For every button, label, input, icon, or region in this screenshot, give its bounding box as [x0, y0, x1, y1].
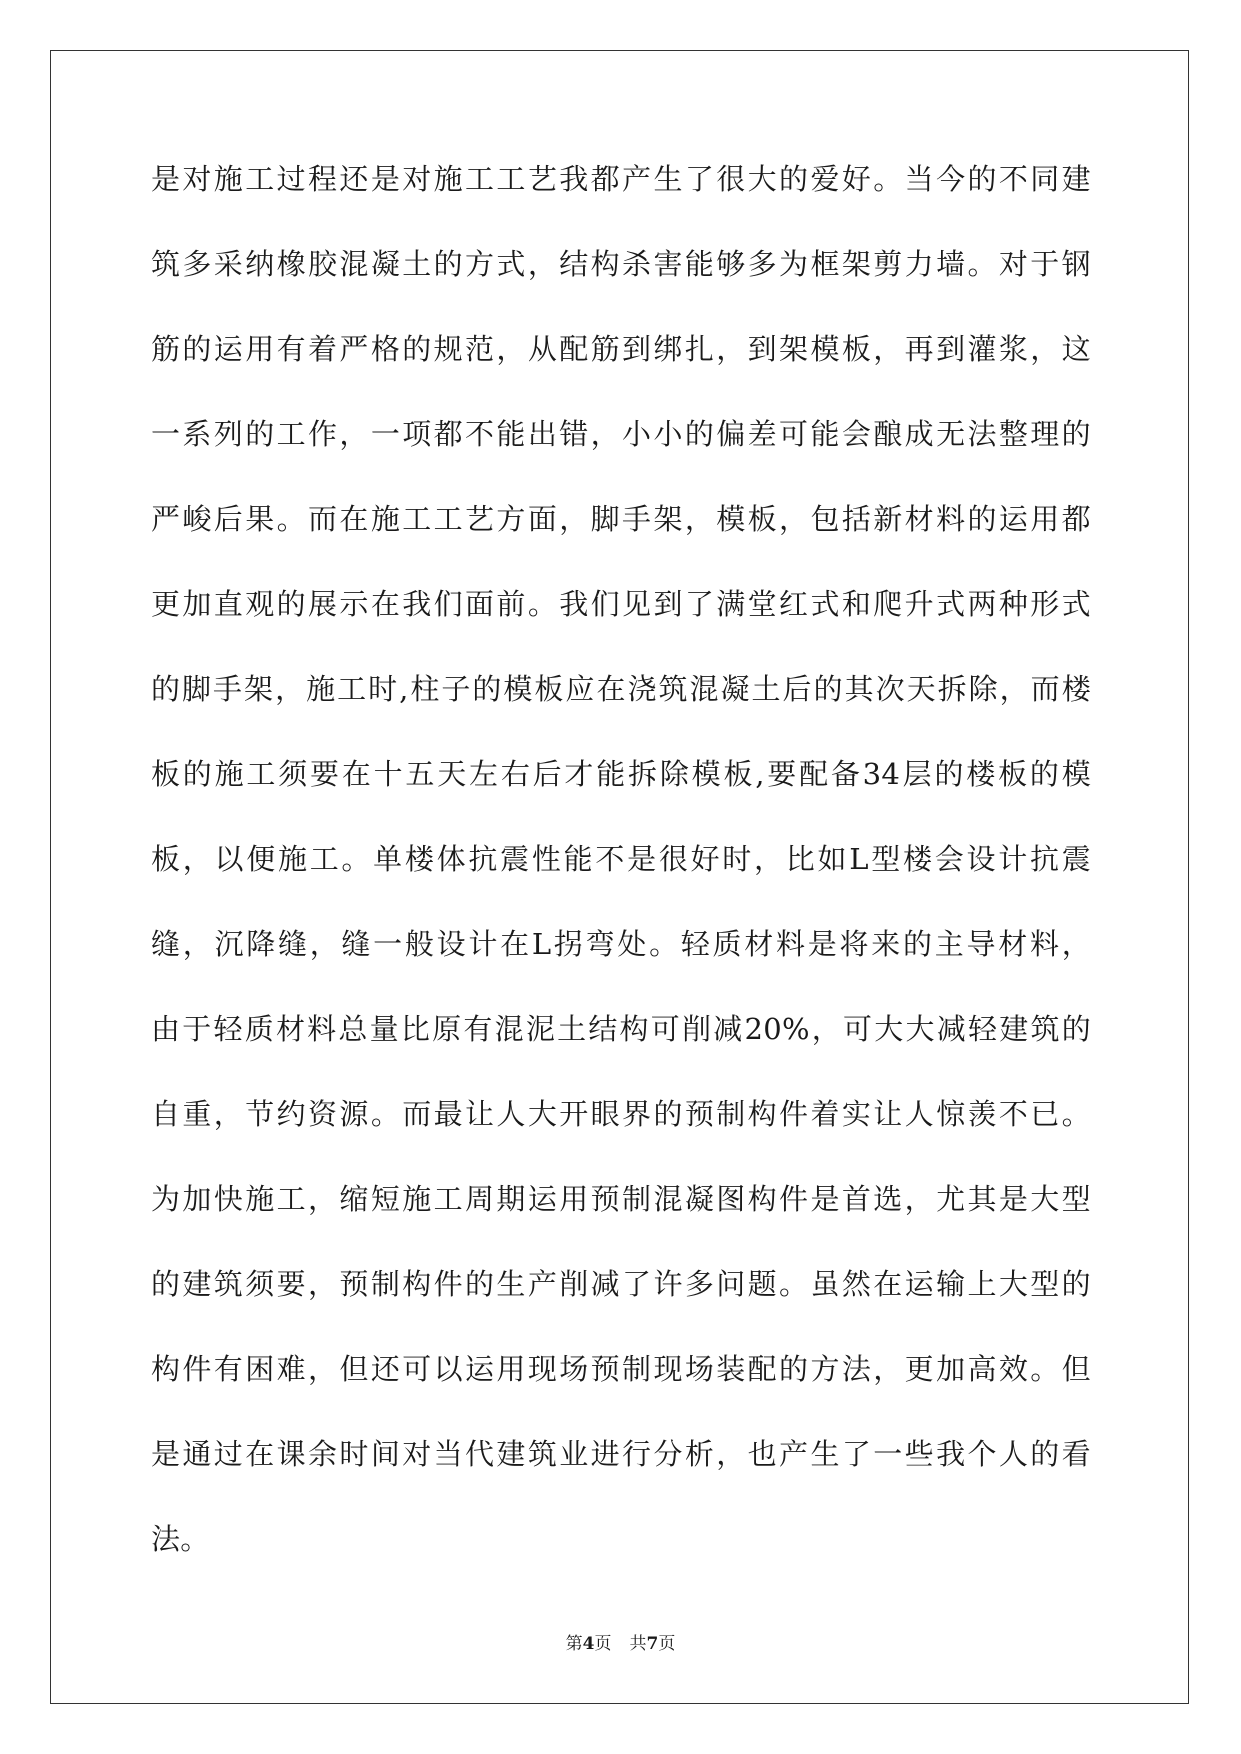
text-line: 缝，沉降缝，缝一般设计在L拐弯处。轻质材料是将来的主导材料，	[151, 927, 1091, 961]
text-line: 的建筑须要，预制构件的生产削减了许多问题。虽然在运输上大型的	[151, 1267, 1091, 1301]
text-line: 是通过在课余时间对当代建筑业进行分析，也产生了一些我个人的看	[151, 1437, 1091, 1471]
text-line: 板的施工须要在十五天左右后才能拆除模板,要配备34层的楼板的模	[151, 757, 1091, 791]
page-footer	[0, 1634, 1241, 1654]
text-line: 为加快施工，缩短施工周期运用预制混凝图构件是首选，尤其是大型	[151, 1182, 1091, 1216]
text-line: 一系列的工作，一项都不能出错，小小的偏差可能会酿成无法整理的	[151, 417, 1091, 451]
document-body	[151, 160, 1091, 1605]
page-total: 共7页	[629, 1634, 676, 1654]
text-line: 构件有困难，但还可以运用现场预制现场装配的方法，更加高效。但	[151, 1352, 1091, 1386]
text-line: 法。	[151, 1522, 210, 1556]
text-line: 筋的运用有着严格的规范，从配筋到绑扎，到架模板，再到灌浆，这	[151, 332, 1091, 366]
page-number: 第4页	[565, 1634, 612, 1654]
text-line: 筑多采纳橡胶混凝土的方式，结构杀害能够多为框架剪力墙。对于钢	[151, 247, 1091, 281]
text-line: 由于轻质材料总量比原有混泥土结构可削减20%，可大大减轻建筑的	[151, 1012, 1091, 1046]
text-line: 板，以便施工。单楼体抗震性能不是很好时，比如L型楼会设计抗震	[151, 842, 1091, 876]
text-line: 更加直观的展示在我们面前。我们见到了满堂红式和爬升式两种形式	[151, 587, 1091, 621]
text-line: 自重，节约资源。而最让人大开眼界的预制构件着实让人惊羡不已。	[151, 1097, 1091, 1131]
text-line: 是对施工过程还是对施工工艺我都产生了很大的爱好。当今的不同建	[151, 162, 1091, 196]
text-line: 严峻后果。而在施工工艺方面，脚手架，模板，包括新材料的运用都	[151, 502, 1091, 536]
text-line: 的脚手架，施工时,柱子的模板应在浇筑混凝土后的其次天拆除，而楼	[151, 672, 1091, 706]
